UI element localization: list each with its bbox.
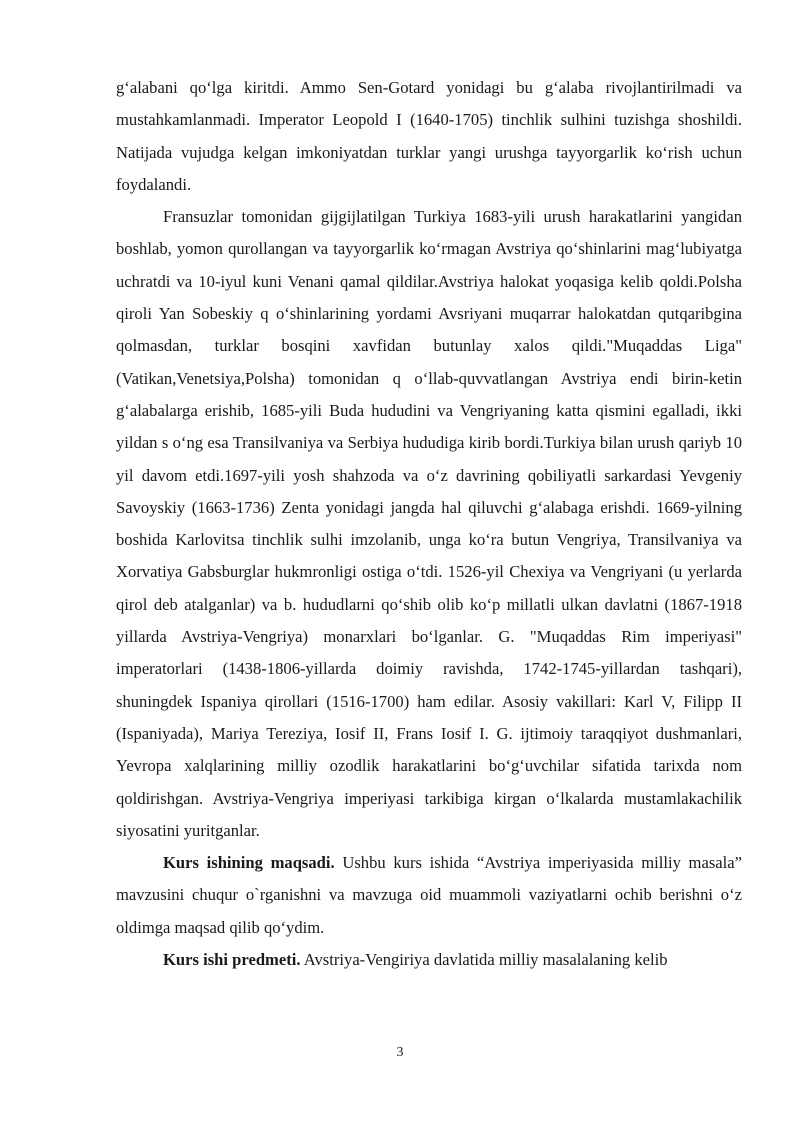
paragraph-continuation: g‘alabani qo‘lga kiritdi. Ammo Sen-Gotard yonidagi bu g‘alaba rivojlantirilmadi va mustahkamlanmadi. Imperator Leopold I (1640-1705) tinchlik sulhini tuzishga shoshildi. Natijada vujudga kelgan imkoniyatdan turklar yangi urushga tayyorgarlik ko‘rish uchun foydalandi. (116, 78, 742, 194)
paragraph-subject (116, 944, 742, 976)
subject-heading: Kurs ishi predmeti. (163, 950, 301, 970)
paragraph-purpose (116, 847, 742, 944)
purpose-heading: Kurs ishining maqsadi. (163, 853, 335, 873)
paragraph-history: Fransuzlar tomonidan gijgijlatilgan Turkiya 1683-yili urush harakatlarini yangidan boshlab, yomon qurollangan va tayyorgarlik ko‘rmagan Avstriya qo‘shinlarini mag‘lubiyatga uchratdi va 10-iyul kuni Venani qamal qildilar.Avstriya halokat yoqasiga kelib qoldi.Polsha qiroli Yan Sobeskiy q o‘shinlarining yordami Avsriyani muqarrar halokatdan qutqaribgina qolmasdan, turklar bosqini xavfidan butunlay xalos qildi."Muqaddas Liga"(Vatikan,Venetsiya,Polsha) tomonidan q o‘llab-quvvatlangan Avstriya endi birin-ketin g‘alabalarga erishib, 1685-yili Buda hududini va Vengriyaning katta qismini egalladi, ikki yildan s o‘ng esa Transilvaniya va Serbiya hududiga kirib bordi.Turkiya bilan urush qariyb 10 yil davom etdi.1697-yili yosh shahzoda va o‘z davrining qobiliyatli sarkardasi Yevgeniy Savoyskiy (1663-1736) Zenta yonidagi jangda hal qiluvchi g‘alabaga erishdi. 1669-yilning boshida Karlovitsa tinchlik sulhi imzolanib, unga ko‘ra butun Vengriya, Transilvaniya va Xorvatiya Gabsburglar hukmronligi ostiga o‘tdi. 1526-yil Chexiya va Vengriyani (u yerlarda qirol deb atalganlar) va b. hududlarni qo‘shib olib ko‘p millatli ulkan davlatni (1867-1918 yillarda Avstriya-Vengriya) monarxlari bo‘lganlar. G. "Muqaddas Rim imperiyasi" imperatorlari (1438-1806-yillarda doimiy ravishda, 1742-1745-yillardan tashqari), shuningdek Ispaniya qirollari (1516-1700) ham edilar. Asosiy vakillari: Karl V, Filipp II (Ispaniyada), Mariya Tereziya, Iosif II, Frans Iosif I. G. ijtimoiy taraqqiyot dushmanlari, Yevropa xalqlarining milliy ozodlik harakatlarini bo‘g‘uvchilar sifatida tarixda nom qoldirishgan. Avstriya-Vengriya imperiyasi tarkibiga kirgan o‘lkalarda mustamlakachilik siyosatini yuritganlar. (116, 207, 742, 840)
page-number: 3 (396, 1045, 404, 1060)
subject-text: Avstriya-Vengiriya davlatida milliy masalalaning kelib (300, 950, 668, 970)
purpose-text: Ushbu kurs ishida “Avstriya imperiyasida milliy masala” mavzusini chuqur o`rganishni va mavzuga oid muammoli vaziyatlarni ochib berishni o‘z oldimga maqsad qilib qo‘ydim. (116, 853, 742, 937)
body-text (116, 72, 742, 976)
